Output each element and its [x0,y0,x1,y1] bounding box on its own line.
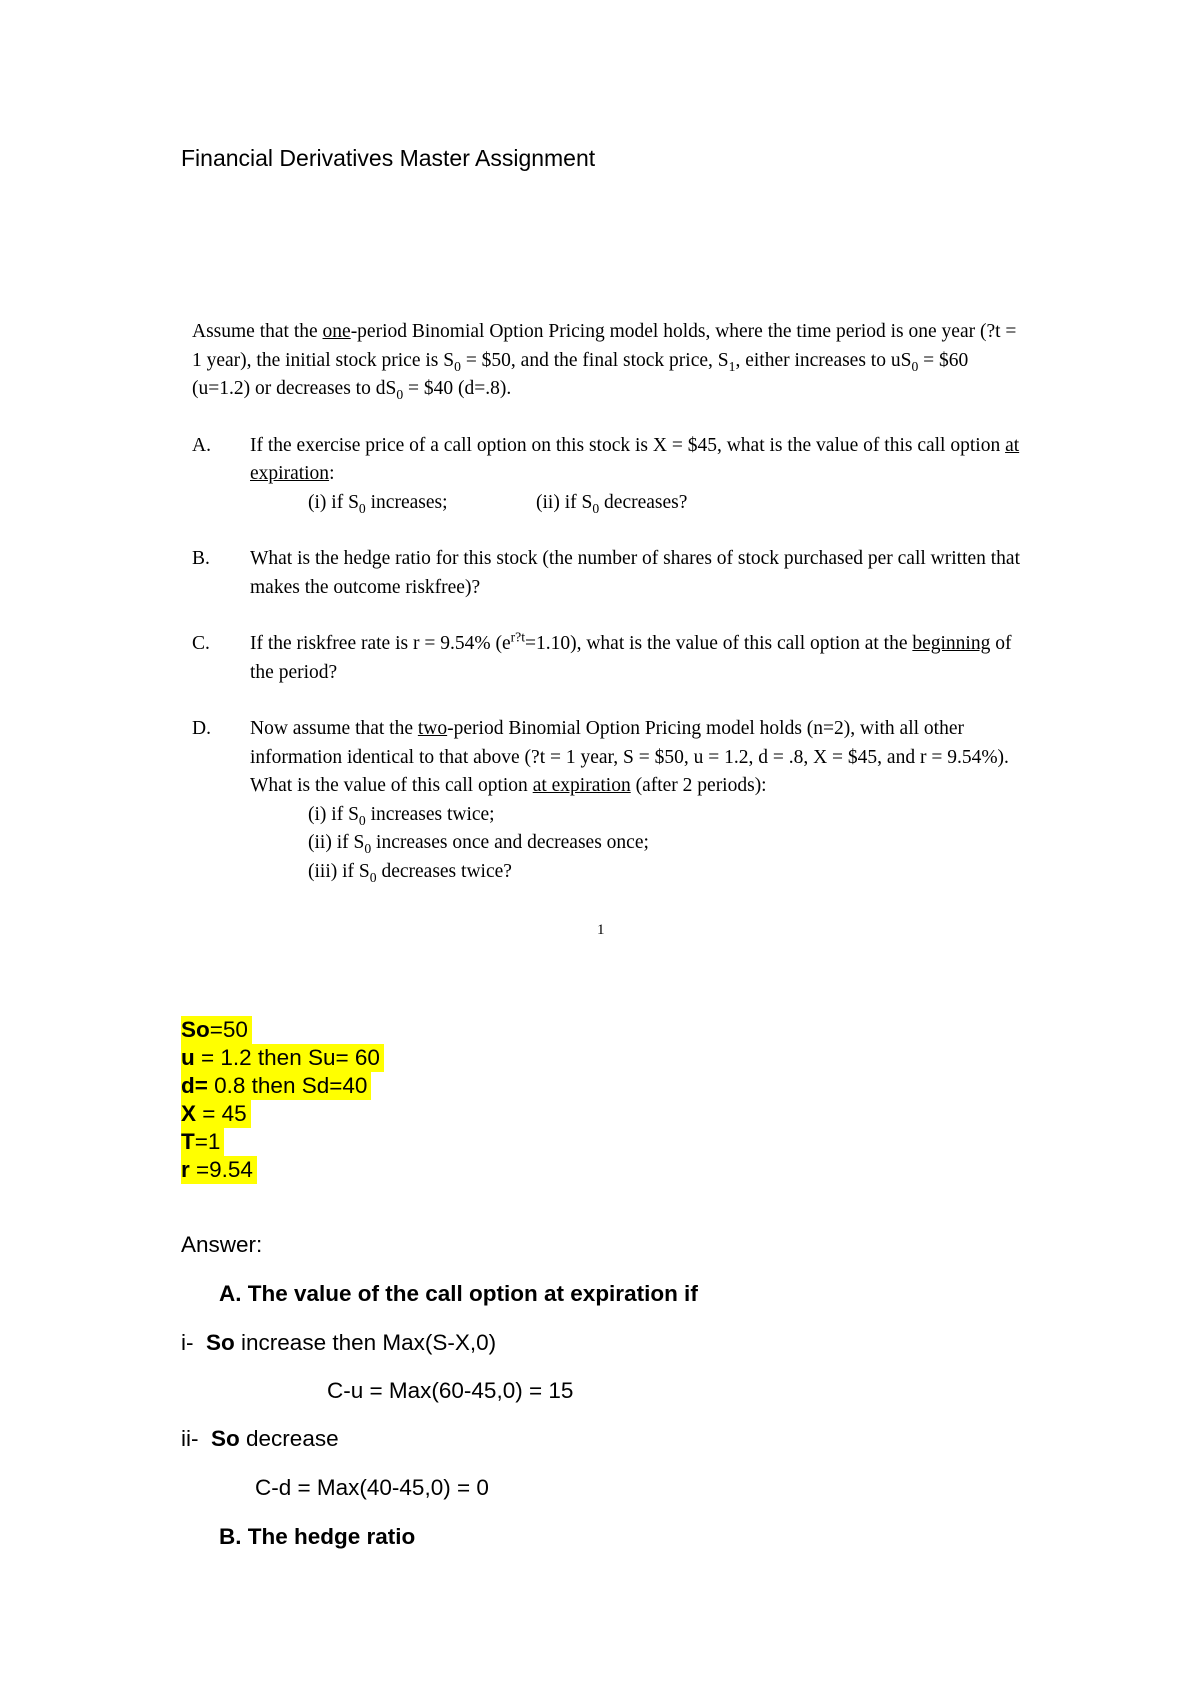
question-c: C. If the riskfree rate is r = 9.54% $(e^{r?t}=1.10)$, what is the value of this call option at the beginning of the period? [192,629,1012,683]
page-number: 1 [597,922,605,938]
answer-label: Answer: [181,1232,263,1257]
document-title: Financial Derivatives Master Assignment [181,145,596,171]
given-u: u = 1.2 then Su= 60 [181,1044,384,1072]
problem-intro: Assume that the one-period Binomial Option Pricing model holds, where the time period is one year (?t = 1 year), the initial stock price is $S_0$ = $50, and the final stock price, $S_1$, either increases to $uS_0$ = $60 (u=1.2) or decreases to $dS_0$ = $40 (d=.8). [192,321,1017,402]
given-r: r =9.54 [181,1156,257,1184]
answer-a-heading: A. The value of the call option at expiration if [219,1281,698,1306]
given-t: T=1 [181,1128,224,1156]
question-a: A. If the exercise price of a call option on this stock is X = $45, what is the value of this call option at expiration: (i) if $S_0$ increases; (ii) if $S_0$ decreases? [192,434,1020,516]
answer-cd: C-d = Max(40-45,0) = 0 [255,1475,489,1500]
question-b: B. What is the hedge ratio for this stock (the number of shares of stock purchased per call written that makes the outcome riskfree)? [192,548,1021,598]
answer-cu: C-u = Max(60-45,0) = 15 [327,1378,574,1403]
question-d: D. Now assume that the two-period Binomial Option Pricing model holds (n=2), with all other information identical to that above (?t = 1 year, S = $50, u = 1.2, d = .8, X = $45, and r = 9.54%). What is the value of this call option at expiration (after 2 periods): (i) if $S_0$ increases twice; (ii) if $S_0$ increases once and decreases once; (iii) if $S_0$ decreases twice? [192,718,1009,885]
problem-statement [192,318,1022,886]
given-x: X = 45 [181,1100,251,1128]
given-d: d= 0.8 then Sd=40 [181,1072,371,1100]
answer-b-heading: B. The hedge ratio [219,1524,416,1549]
answer-a-ii: ii- So decrease [181,1426,339,1451]
answer-a-i: i- So increase then Max(S-X,0) [181,1330,497,1355]
given-so: So=50 [181,1016,252,1044]
